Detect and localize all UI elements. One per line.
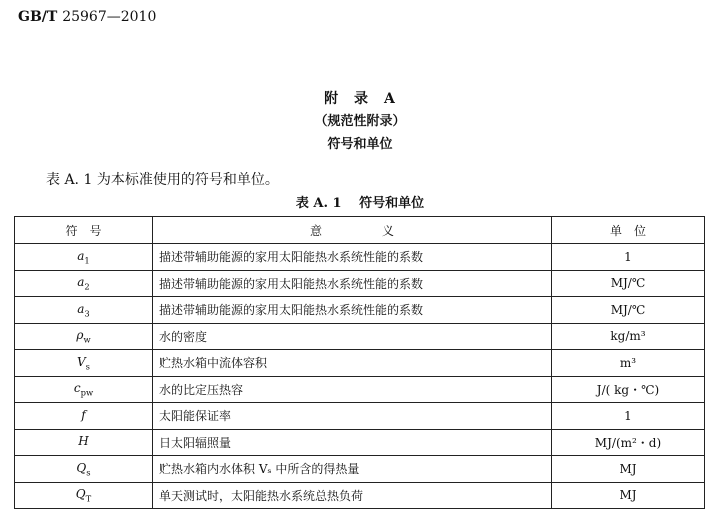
symbol-cell [15,376,153,403]
symbol-subscript: 2 [84,281,90,292]
symbol-cell [15,323,153,350]
header-meaning: 意 义 [153,217,552,244]
meaning-cell: 描述带辅助能源的家用太阳能热水系统性能的系数 [153,244,552,271]
unit-cell: MJ [552,482,705,509]
table-row [15,403,705,430]
table-header-row [15,217,705,244]
unit-cell: m³ [552,350,705,377]
symbol-base: ρ [76,328,84,343]
symbol-subscript: pw [80,387,94,398]
symbol-base: V [77,354,86,369]
unit-cell: J/( kg・℃) [552,376,705,403]
symbol-cell [15,429,153,456]
standard-number-header [18,9,156,25]
standard-number: 25967—2010 [62,9,157,25]
table-row [15,323,705,350]
meaning-cell: 贮热水箱内水体积 Vₛ 中所含的得热量 [153,456,552,483]
symbol-cell [15,456,153,483]
symbol-cell [15,403,153,430]
unit-cell: MJ/℃ [552,297,705,324]
header-symbol: 符 号 [15,217,153,244]
unit-cell: MJ/℃ [552,270,705,297]
symbol-subscript: s [86,466,91,477]
symbol-base: c [73,381,81,396]
symbol-base: H [78,434,89,449]
table-row [15,376,705,403]
table-row [15,482,705,509]
symbol-cell [15,270,153,297]
symbol-base: a [77,301,85,316]
standard-code: GB/T [18,9,58,25]
table-row [15,270,705,297]
meaning-cell: 贮热水箱中流体容积 [153,350,552,377]
meaning-cell: 描述带辅助能源的家用太阳能热水系统性能的系数 [153,270,552,297]
unit-cell: kg/m³ [552,323,705,350]
symbol-cell [15,297,153,324]
symbol-base: Q [75,487,86,502]
symbol-subscript: w [83,334,91,345]
appendix-title: 附 录 A [324,91,396,107]
symbol-base: f [81,407,86,422]
appendix-heading: 符号和单位 [327,137,393,152]
table-caption: 表 A. 1 符号和单位 [295,196,425,211]
meaning-cell: 水的比定压热容 [153,376,552,403]
table-row [15,297,705,324]
table-row [15,456,705,483]
table-row [15,429,705,456]
symbols-units-table [14,216,705,509]
appendix-subtitle: （规范性附录） [314,114,406,129]
symbol-subscript: 1 [84,254,90,265]
symbol-base: a [77,275,85,290]
meaning-cell: 描述带辅助能源的家用太阳能热水系统性能的系数 [153,297,552,324]
symbol-base: Q [76,460,87,475]
table-row [15,244,705,271]
symbol-subscript: s [85,360,90,371]
symbol-cell [15,482,153,509]
header-unit: 单 位 [552,217,705,244]
symbol-subscript: T [85,493,92,504]
symbol-cell [15,244,153,271]
meaning-cell: 水的密度 [153,323,552,350]
unit-cell: 1 [552,403,705,430]
symbol-base: a [77,248,85,263]
symbol-subscript: 3 [84,307,90,318]
unit-cell: MJ/(m²・d) [552,429,705,456]
table-row [15,350,705,377]
meaning-cell: 日太阳辐照量 [153,429,552,456]
symbol-cell [15,350,153,377]
unit-cell: 1 [552,244,705,271]
meaning-cell: 单天测试时，太阳能热水系统总热负荷 [153,482,552,509]
intro-paragraph: 表 A. 1 为本标准使用的符号和单位。 [46,172,279,188]
meaning-cell: 太阳能保证率 [153,403,552,430]
unit-cell: MJ [552,456,705,483]
